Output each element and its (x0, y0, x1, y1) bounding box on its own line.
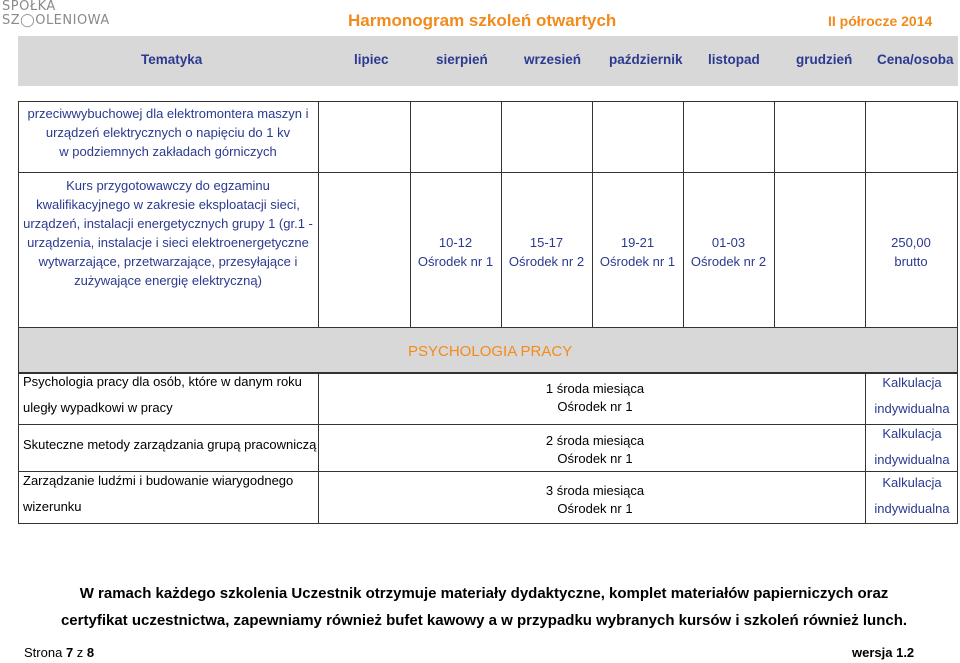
topic-line: Skuteczne metody zarządzania grupą pracowniczą (23, 437, 317, 452)
grid-line (18, 523, 958, 524)
logo-line2: SZ◯OLENIOWA (2, 13, 110, 28)
price-line: indywidualna (874, 452, 950, 467)
topic-line: wizerunku (23, 499, 82, 514)
session-center: Ośrodek nr 2 (508, 254, 585, 269)
header-month-october: październik (609, 52, 683, 67)
company-logo (2, 0, 110, 28)
session-cell (501, 233, 592, 271)
grid-line (592, 101, 593, 327)
header-month-december: grudzień (796, 52, 853, 67)
header-month-august: sierpień (436, 52, 488, 67)
psychology-price (862, 370, 960, 422)
document-title: Harmonogram szkoleń otwartych (348, 11, 617, 30)
section-title: PSYCHOLOGIA PRACY (408, 343, 573, 360)
price-amount: 250,00 (891, 235, 931, 250)
session-center: Ośrodek nr 2 (690, 254, 767, 269)
schedule-center: Ośrodek nr 1 (557, 451, 633, 466)
session-cell (410, 233, 501, 271)
page-current: 7 (65, 645, 74, 660)
table-header (18, 36, 958, 86)
grid-line (18, 424, 958, 425)
price-line: Kalkulacja (882, 375, 942, 390)
price-line: Kalkulacja (882, 426, 942, 441)
price-note: brutto (894, 254, 928, 269)
schedule-text: 1 środa miesiąca (545, 381, 645, 396)
psychology-topic (23, 468, 293, 520)
topic-line: Kurs przygotowawczy do egzaminu (66, 178, 270, 193)
document-version: wersja 1.2 (852, 645, 915, 660)
header-month-september: wrzesień (524, 52, 582, 67)
topic-line: urządzenia, instalacje i sieci elektroenergetyczne (27, 235, 309, 250)
price-line: indywidualna (874, 401, 950, 416)
schedule-text: 2 środa miesiąca (545, 433, 645, 448)
logo-line1: SPÓŁKA (2, 0, 56, 14)
grid-line (865, 101, 866, 327)
grid-line (18, 101, 19, 327)
footer-note-line: W ramach każdego szkolenia Uczestnik otrzymuje materiały dydaktyczne, komplet materiałów papierniczych oraz (79, 585, 889, 602)
grid-line (18, 373, 19, 523)
topic-line: kwalifikacyjnego w zakresie eksploatacji sieci, (36, 197, 300, 212)
header-month-july: lipiec (354, 52, 389, 67)
course-topic (22, 104, 314, 161)
grid-line (18, 172, 958, 173)
topic-line: w podziemnych zakładach górniczych (59, 144, 277, 159)
topic-line: zużywające energię elektryczną) (74, 273, 262, 288)
psychology-price (862, 421, 960, 473)
topic-line: Psychologia pracy dla osób, które w danym roku (23, 374, 302, 389)
session-cell (592, 233, 683, 271)
header-price: Cena/osoba (877, 52, 954, 67)
footer-note-line: certyfikat uczestnictwa, zapewniamy również bufet kawowy a w przypadku wybranych kursów i szkoleń również lunch. (60, 612, 908, 629)
topic-line: wytwarzające, przetwarzające, przesyłające i (38, 254, 298, 269)
topic-line: urządzeń, instalacji energetycznych grupy 1 (gr.1 - (23, 216, 313, 231)
session-cell (683, 233, 774, 271)
grid-line (410, 101, 411, 327)
grid-line (683, 101, 684, 327)
topic-line: przeciwwybuchowej dla elektromontera maszyn i (27, 106, 309, 121)
course-topic (22, 176, 314, 290)
session-center: Ośrodek nr 1 (417, 254, 494, 269)
grid-line (318, 373, 319, 523)
footer-note (24, 580, 944, 634)
grid-line (774, 101, 775, 327)
grid-line (318, 101, 319, 327)
document-period: II półrocze 2014 (828, 13, 933, 29)
grid-line (501, 101, 502, 327)
schedule-center: Ośrodek nr 1 (557, 399, 633, 414)
topic-line: Zarządzanie ludźmi i budowanie wiarygodnego (23, 473, 294, 488)
price-line: Kalkulacja (882, 475, 942, 490)
header-topic: Tematyka (141, 52, 203, 67)
price-cell (865, 233, 957, 271)
psychology-topic (23, 432, 316, 458)
header-month-november: listopad (708, 52, 760, 67)
session-dates: 01-03 (711, 235, 746, 250)
topic-line: urządzeń elektrycznych o napięciu do 1 kv (45, 125, 291, 140)
session-dates: 19-21 (620, 235, 655, 250)
session-dates: 15-17 (529, 235, 564, 250)
psychology-topic (23, 369, 302, 421)
psychology-schedule (540, 380, 650, 416)
session-center: Ośrodek nr 1 (599, 254, 676, 269)
psychology-schedule (540, 482, 650, 518)
page-separator: z (76, 645, 84, 660)
grid-line (957, 101, 958, 327)
session-dates: 10-12 (438, 235, 473, 250)
psychology-price (862, 470, 960, 522)
page-label: Strona (24, 645, 63, 660)
psychology-schedule (540, 432, 650, 468)
topic-line: uległy wypadkowi w pracy (23, 400, 173, 415)
grid-line (18, 101, 958, 102)
schedule-text: 3 środa miesiąca (545, 483, 645, 498)
schedule-center: Ośrodek nr 1 (557, 501, 633, 516)
page-number (24, 645, 94, 660)
price-line: indywidualna (874, 501, 950, 516)
page-total: 8 (86, 645, 95, 660)
